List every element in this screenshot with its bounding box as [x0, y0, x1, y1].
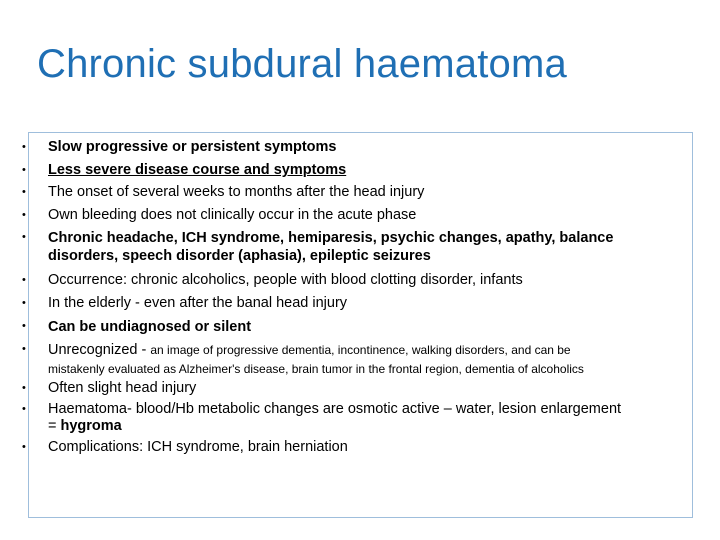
bullet-marker: •	[22, 382, 26, 394]
bullet-marker: •	[22, 209, 26, 221]
bullet-item-9-rest: an image of progressive dementia, incontinence, walking disorders, and can be	[150, 343, 571, 357]
bullet-marker: •	[22, 164, 26, 176]
bullet-item-11-line2	[48, 418, 688, 435]
bullet-item-6: Occurrence: chronic alcoholics, people with blood clotting disorder, infants	[48, 272, 523, 288]
bullet-item-11-bold: hygroma	[60, 418, 122, 434]
bullet-marker: •	[22, 320, 26, 332]
bullet-marker: •	[22, 441, 26, 453]
bullet-item-3: The onset of several weeks to months after the head injury	[48, 184, 425, 200]
bullet-item-4: Own bleeding does not clinically occur in the acute phase	[48, 207, 417, 223]
bullet-item-5-line1: Chronic headache, ICH syndrome, hemiparesis, psychic changes, apathy, balance	[48, 230, 614, 246]
bullet-marker: •	[22, 141, 26, 153]
bullet-marker: •	[22, 343, 26, 355]
bullet-item-1: Slow progressive or persistent symptoms	[48, 139, 337, 155]
bullet-marker: •	[22, 186, 26, 198]
bullet-marker: •	[22, 274, 26, 286]
bullet-item-9-line1	[48, 342, 688, 359]
slide-title: Chronic subdural haematoma	[37, 42, 567, 86]
bullet-item-10: Often slight head injury	[48, 380, 197, 396]
bullet-item-12: Complications: ICH syndrome, brain herniation	[48, 439, 348, 455]
bullet-item-7: In the elderly - even after the banal head injury	[48, 295, 348, 311]
bullet-item-9-line2: mistakenly evaluated as Alzheimer's disease, brain tumor in the frontal region, dementia of alcoholics	[48, 362, 584, 376]
bullet-item-11-prefix: =	[48, 418, 61, 434]
bullet-item-8: Can be undiagnosed or silent	[48, 319, 252, 335]
bullet-item-2: Less severe disease course and symptoms	[48, 162, 347, 178]
bullet-item-5-line2: disorders, speech disorder (aphasia), epileptic seizures	[48, 248, 431, 264]
bullet-marker: •	[22, 297, 26, 309]
bullet-item-9-lead: Unrecognized -	[48, 342, 151, 358]
bullet-item-11-line1: Haematoma- blood/Hb metabolic changes are osmotic active – water, lesion enlargement	[48, 401, 622, 417]
bullet-marker: •	[22, 231, 26, 243]
bullet-marker: •	[22, 403, 26, 415]
